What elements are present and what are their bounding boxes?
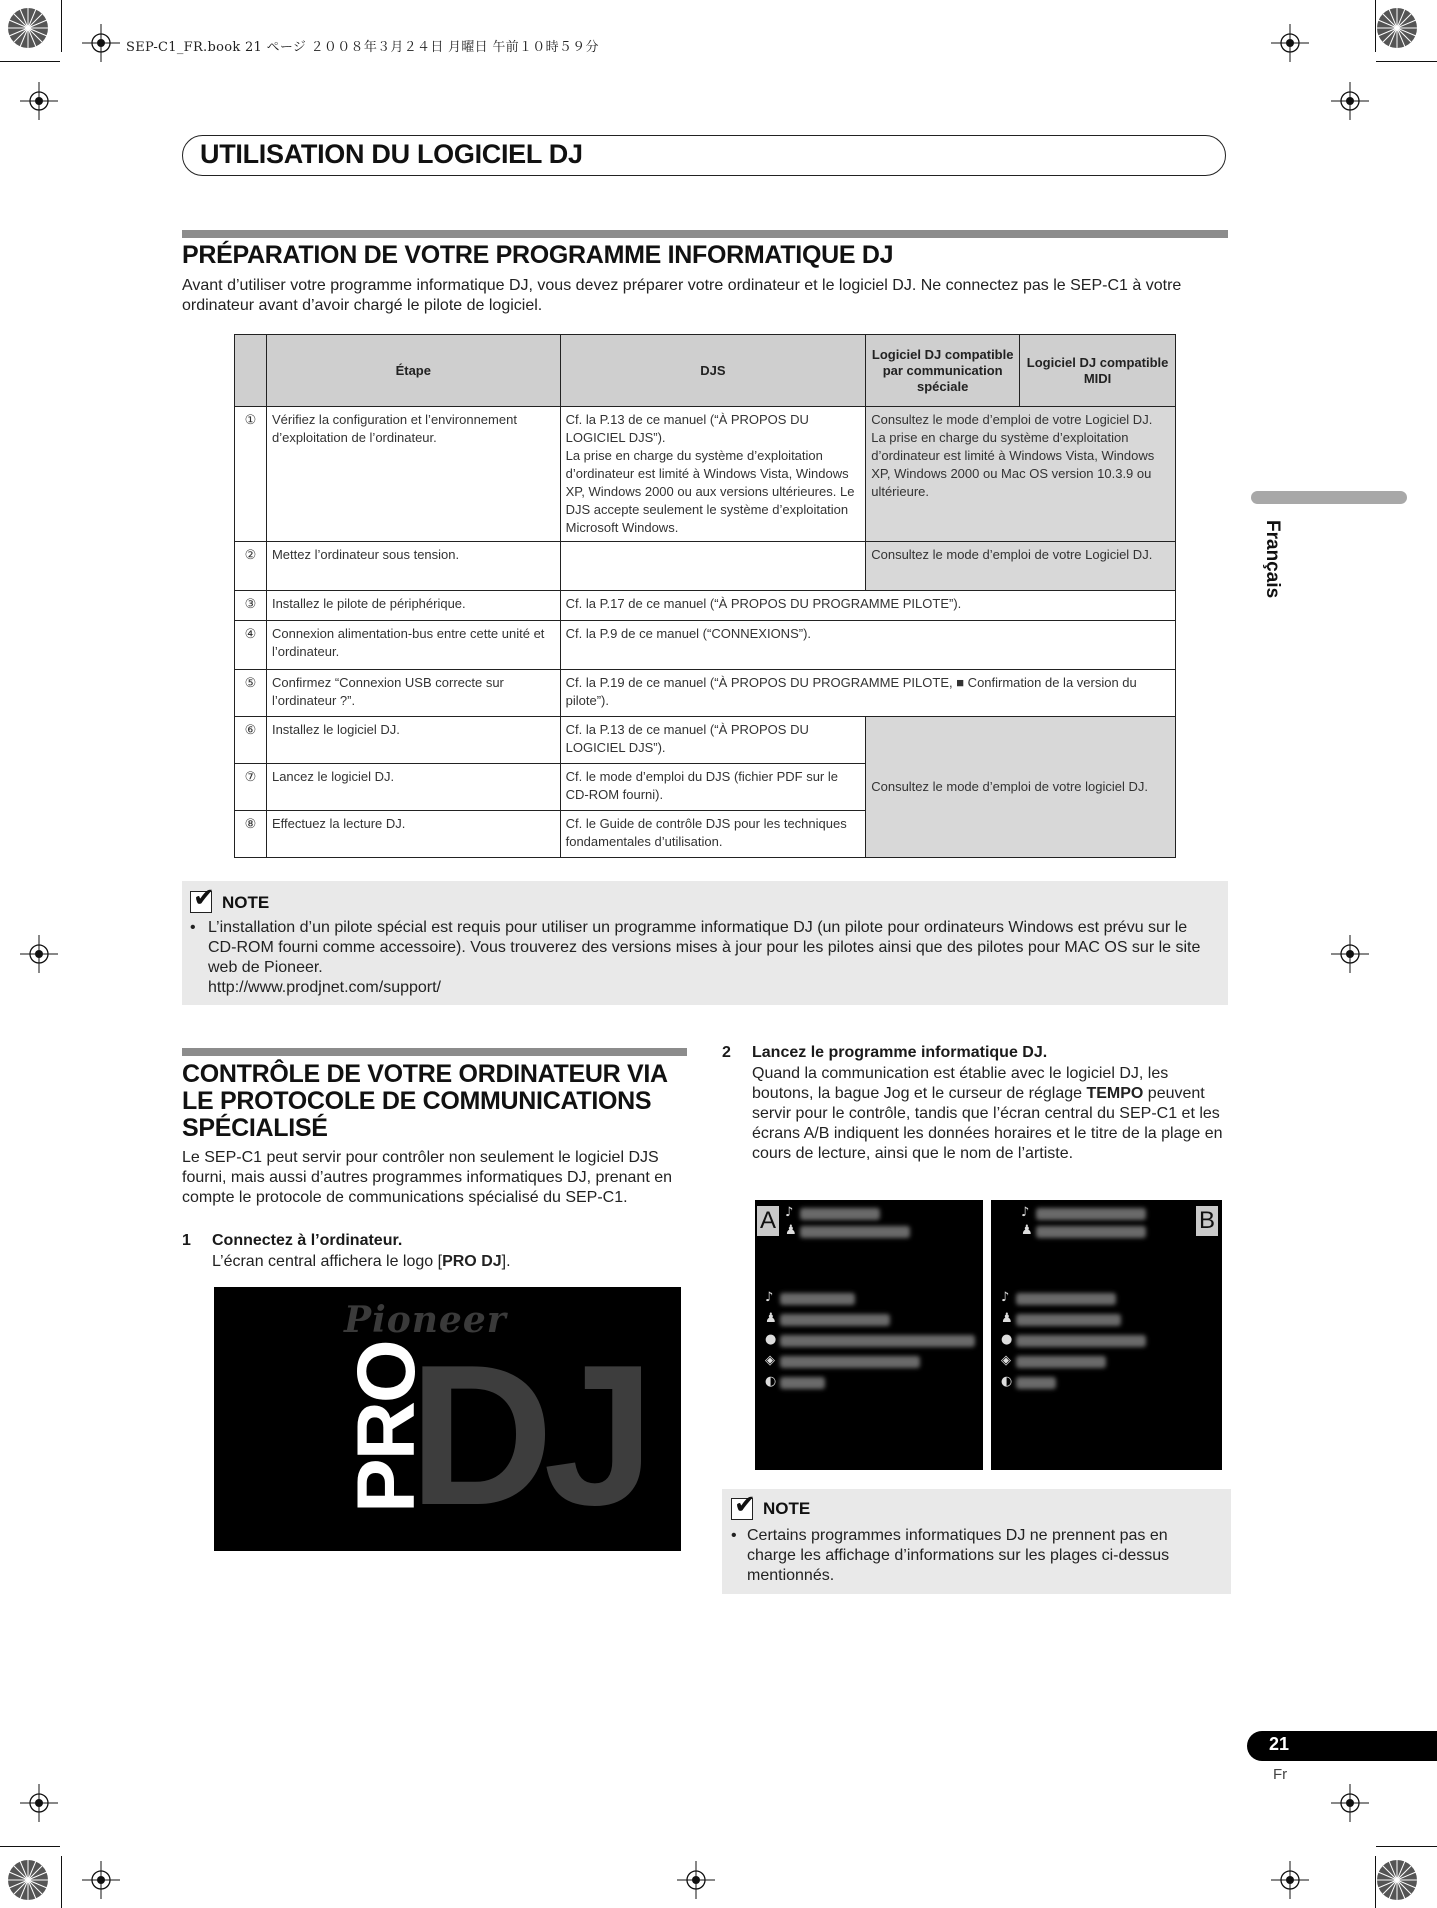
crosshair-mark	[82, 1861, 120, 1899]
djs-cell: Cf. la P.13 de ce manuel (“À PROPOS DU LOGICIEL DJS”). La prise en charge du système d’exploitation d’ordinateur est limité à Windows Vista, Windows XP, Windows 2000 ou aux versions ultérieures. Le DJS accepte seulement le système d’exploitation Microsoft Windows.	[560, 407, 866, 542]
crosshair-mark	[1271, 24, 1309, 62]
trim-line	[1376, 61, 1437, 62]
section-intro: Le SEP-C1 peut servir pour contrôler non seulement le logiciel DJS fourni, mais aussi d’autres programmes informatiques DJ, prenant en compte le protocole de communications spécialisé du SEP-C1.	[182, 1149, 672, 1206]
step-text-part: ].	[501, 1253, 511, 1270]
pro-dj-logo-image	[214, 1287, 681, 1551]
language-label: Français	[1262, 520, 1283, 599]
header-special-software: Logiciel DJ compatible par communication spéciale	[866, 335, 1020, 407]
dj-logo-text: DJ	[409, 1324, 645, 1547]
crosshair-mark	[82, 24, 120, 62]
table-row	[235, 591, 1176, 621]
step-text	[212, 1252, 687, 1272]
screen-b: ♪ ♟ ♪ ♟ ● ◈ ◐	[991, 1200, 1222, 1470]
note-text: L’installation d’un pilote spécial est requis pour utiliser un programme informatique DJ (un pilote pour ordinateurs Windows est prévu sur le CD-ROM fourni comme accessoire). Vous trouverez des versions mises à jour pour les pilotes ainsi que des pilotes pour MAC OS sur le site web de Pioneer.	[208, 919, 1201, 976]
step-text-part: L’écran central affichera le logo [	[212, 1253, 443, 1270]
section-intro: Avant d’utiliser votre programme informatique DJ, vous devez préparer votre ordinateur et le logiciel DJ. Ne connectez pas le SEP-C1 à votre ordinateur avant d’avoir chargé le pilote de logiciel.	[182, 277, 1182, 314]
trim-line	[1376, 1846, 1437, 1847]
step-number: ⑤	[235, 670, 267, 717]
screen-a: ♪ ♟ ♪ ♟ ● ◈ ◐	[755, 1200, 983, 1470]
all-software-cell: Cf. la P.19 de ce manuel (“À PROPOS DU PROGRAMME PILOTE, ■ Confirmation de la version du pilote”).	[560, 670, 1175, 717]
section-divider	[182, 230, 1228, 238]
section-title: PRÉPARATION DE VOTRE PROGRAMME INFORMATIQUE DJ	[182, 241, 894, 269]
step-title: Lancez le programme informatique DJ.	[752, 1044, 1048, 1061]
registration-circle-tr	[1375, 6, 1419, 50]
header-midi-software: Logiciel DJ compatible MIDI	[1020, 335, 1176, 407]
bullet: •	[731, 1527, 737, 1544]
trim-line	[61, 0, 62, 52]
support-link[interactable]: http://www.prodjnet.com/support/	[208, 979, 441, 996]
step-number: ①	[235, 407, 267, 542]
step-number: ②	[235, 542, 267, 591]
crosshair-mark	[1331, 1784, 1369, 1822]
merged-other-software-cell: Consultez le mode d’emploi de votre logiciel DJ.	[866, 717, 1176, 858]
header-djs: DJS	[560, 335, 866, 407]
step-number: ⑦	[235, 764, 267, 811]
crosshair-mark	[20, 935, 58, 973]
page-language: Fr	[1273, 1766, 1288, 1783]
table-row	[235, 542, 1176, 591]
header-step: Étape	[266, 335, 560, 407]
step-number: 2	[722, 1044, 731, 1061]
step-number: ④	[235, 621, 267, 670]
crosshair-mark	[1271, 1861, 1309, 1899]
screen-b-label: B	[1196, 1206, 1218, 1236]
step-number: ③	[235, 591, 267, 621]
step-text-part: peuvent servir pour le contrôle, tandis que l’écran central du SEP-C1 et les écrans A/B indiquent les données horaires et le titre de la plage en cours de lecture, ainsi que le nom de l’artiste.	[752, 1085, 1223, 1162]
djs-cell: Cf. le mode d’emploi du DJS (fichier PDF sur le CD-ROM fourni).	[560, 764, 866, 811]
header-cell-blank	[235, 335, 267, 407]
page-number: 21	[1269, 1734, 1290, 1754]
crosshair-mark	[1331, 82, 1369, 120]
crosshair-mark	[20, 82, 58, 120]
step-cell: Vérifiez la configuration et l’environnement d’exploitation de l’ordinateur.	[266, 407, 560, 542]
step-cell: Lancez le logiciel DJ.	[266, 764, 560, 811]
pioneer-logo: Pioneer	[344, 1299, 507, 1341]
other-software-cell: Consultez le mode d’emploi de votre Logiciel DJ. La prise en charge du système d’exploitation d’ordinateur est limité à Windows Vista, Windows XP, Windows 2000 ou Mac OS version 10.3.9 ou ultérieure.	[866, 407, 1176, 542]
step-cell: Mettez l’ordinateur sous tension.	[266, 542, 560, 591]
trim-line	[61, 1856, 62, 1908]
check-icon: ✔	[190, 891, 212, 913]
note-label: NOTE	[763, 1499, 811, 1518]
table-row	[235, 621, 1176, 670]
step-cell: Installez le logiciel DJ.	[266, 717, 560, 764]
registration-circle-bl	[6, 1858, 50, 1902]
note-item	[731, 1526, 1221, 1586]
note-label: NOTE	[222, 893, 270, 912]
check-icon: ✔	[731, 1498, 753, 1520]
step-cell: Confirmez “Connexion USB correcte sur l’ordinateur ?”.	[266, 670, 560, 717]
section-divider	[182, 1048, 687, 1056]
ab-screens-image	[755, 1200, 1222, 1470]
all-software-cell: Cf. la P.9 de ce manuel (“CONNEXIONS”).	[560, 621, 1175, 670]
pro-logo-text: PRO	[341, 1341, 432, 1513]
djs-cell: Cf. la P.13 de ce manuel (“À PROPOS DU LOGICIEL DJS”).	[560, 717, 866, 764]
step-cell: Connexion alimentation-bus entre cette unité et l’ordinateur.	[266, 621, 560, 670]
screen-a-label: A	[757, 1206, 779, 1236]
table-header-row	[235, 335, 1176, 407]
other-software-cell: Consultez le mode d’emploi de votre Logiciel DJ.	[866, 542, 1176, 591]
table-row	[235, 717, 1176, 764]
trim-line	[1375, 1856, 1376, 1908]
preparation-table	[234, 334, 1176, 858]
note-text: Certains programmes informatiques DJ ne prennent pas en charge les affichage d’informations sur les plages ci-dessus mentionnés.	[747, 1527, 1170, 1584]
step-text-bold: TEMPO	[1086, 1085, 1144, 1102]
step-text	[752, 1064, 1230, 1164]
step-number: ⑧	[235, 811, 267, 858]
trim-line	[0, 61, 60, 62]
trim-line	[0, 1846, 60, 1847]
table-row	[235, 407, 1176, 542]
table-row	[235, 670, 1176, 717]
registration-circle-br	[1375, 1858, 1419, 1902]
crosshair-mark	[20, 1784, 58, 1822]
step-number: ⑥	[235, 717, 267, 764]
crosshair-mark	[677, 1861, 715, 1899]
note-item	[190, 918, 1220, 998]
crosshair-mark	[1331, 935, 1369, 973]
section-title: CONTRÔLE DE VOTRE ORDINATEUR VIA LE PROTOCOLE DE COMMUNICATIONS SPÉCIALISÉ	[182, 1060, 667, 1142]
djs-cell: Cf. le Guide de contrôle DJS pour les techniques fondamentales d’utilisation.	[560, 811, 866, 858]
step-cell: Effectuez la lecture DJ.	[266, 811, 560, 858]
bullet: •	[190, 919, 196, 936]
step-text-bold: PRO DJ	[442, 1253, 502, 1270]
chapter-title: UTILISATION DU LOGICIEL DJ	[200, 139, 583, 169]
step-cell: Installez le pilote de périphérique.	[266, 591, 560, 621]
registration-circle-tl	[6, 6, 50, 50]
step-number: 1	[182, 1232, 191, 1249]
all-software-cell: Cf. la P.17 de ce manuel (“À PROPOS DU PROGRAMME PILOTE”).	[560, 591, 1175, 621]
step-title: Connectez à l’ordinateur.	[212, 1232, 403, 1249]
step-text-part: Quand la communication est établie avec le logiciel DJ, les boutons, la bague Jog et le curseur de réglage	[752, 1065, 1169, 1102]
print-header: SEP-C1_FR.book 21 ページ ２００８年３月２４日 月曜日 午前１０時５９分	[126, 40, 599, 55]
trim-line	[1375, 0, 1376, 52]
djs-cell	[560, 542, 866, 591]
language-tab	[1251, 491, 1407, 504]
